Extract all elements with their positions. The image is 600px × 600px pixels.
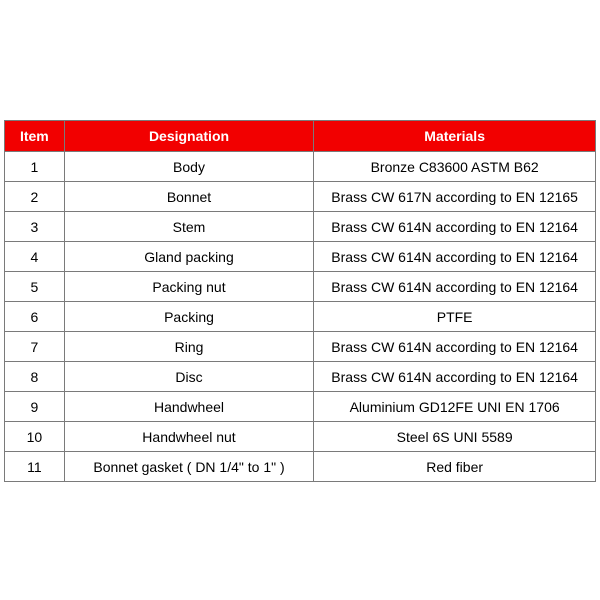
- table-row: [5, 422, 596, 452]
- cell-material: Brass CW 614N according to EN 12164: [314, 332, 596, 362]
- cell-material: Brass CW 614N according to EN 12164: [314, 362, 596, 392]
- cell-material: Brass CW 614N according to EN 12164: [314, 242, 596, 272]
- table-row: [5, 302, 596, 332]
- header-designation: Designation: [64, 121, 314, 152]
- cell-designation: Packing: [64, 302, 314, 332]
- cell-designation: Packing nut: [64, 272, 314, 302]
- cell-item: 8: [5, 362, 65, 392]
- table-row: [5, 182, 596, 212]
- table-header-row: [5, 121, 596, 152]
- cell-material: Red fiber: [314, 452, 596, 482]
- cell-material: Brass CW 617N according to EN 12165: [314, 182, 596, 212]
- table-row: [5, 272, 596, 302]
- cell-item: 1: [5, 152, 65, 182]
- cell-designation: Handwheel: [64, 392, 314, 422]
- table-row: [5, 152, 596, 182]
- cell-designation: Bonnet gasket ( DN 1/4" to 1" ): [64, 452, 314, 482]
- cell-item: 10: [5, 422, 65, 452]
- table-row: [5, 242, 596, 272]
- cell-item: 3: [5, 212, 65, 242]
- cell-item: 6: [5, 302, 65, 332]
- cell-designation: Bonnet: [64, 182, 314, 212]
- cell-item: 7: [5, 332, 65, 362]
- cell-designation: Stem: [64, 212, 314, 242]
- header-materials: Materials: [314, 121, 596, 152]
- table-row: [5, 332, 596, 362]
- cell-material: Aluminium GD12FE UNI EN 1706: [314, 392, 596, 422]
- header-item: Item: [5, 121, 65, 152]
- cell-item: 2: [5, 182, 65, 212]
- cell-item: 5: [5, 272, 65, 302]
- cell-material: Bronze C83600 ASTM B62: [314, 152, 596, 182]
- table-row: [5, 362, 596, 392]
- table-row: [5, 392, 596, 422]
- table-row: [5, 212, 596, 242]
- cell-designation: Handwheel nut: [64, 422, 314, 452]
- cell-item: 4: [5, 242, 65, 272]
- cell-designation: Body: [64, 152, 314, 182]
- cell-designation: Ring: [64, 332, 314, 362]
- cell-designation: Gland packing: [64, 242, 314, 272]
- parts-materials-table: [4, 120, 596, 482]
- cell-material: PTFE: [314, 302, 596, 332]
- cell-designation: Disc: [64, 362, 314, 392]
- cell-material: Brass CW 614N according to EN 12164: [314, 272, 596, 302]
- cell-item: 9: [5, 392, 65, 422]
- table-row: [5, 452, 596, 482]
- cell-material: Steel 6S UNI 5589: [314, 422, 596, 452]
- cell-material: Brass CW 614N according to EN 12164: [314, 212, 596, 242]
- cell-item: 11: [5, 452, 65, 482]
